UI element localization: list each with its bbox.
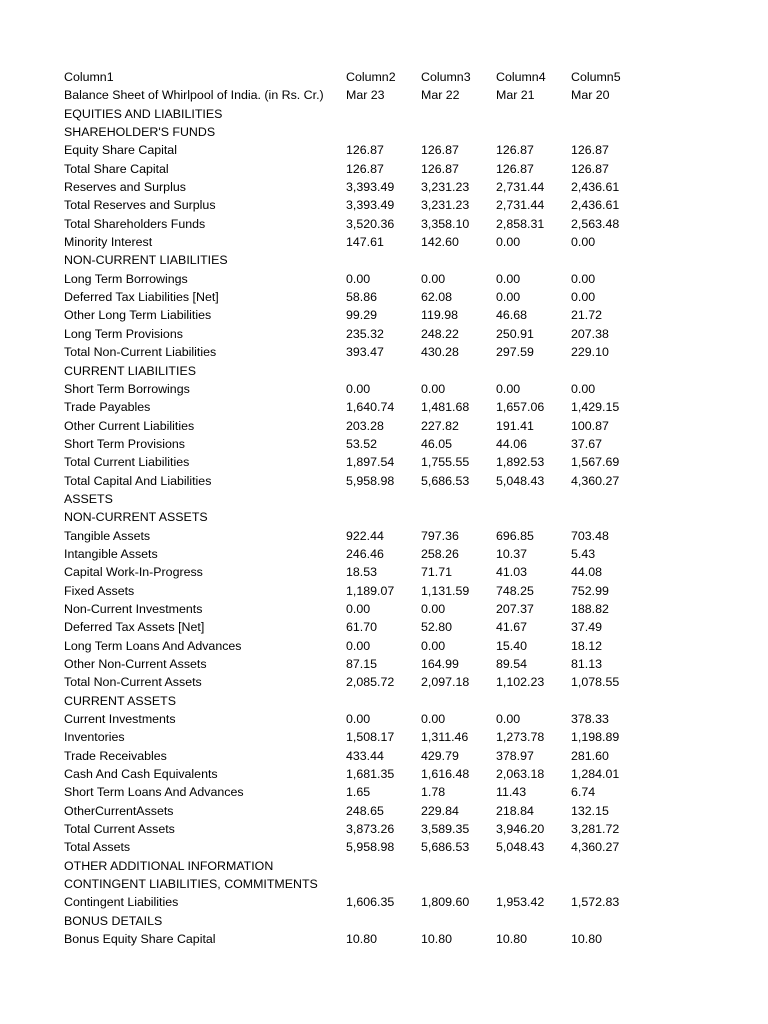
value-cell [496, 123, 571, 141]
value-cell [346, 251, 421, 269]
value-cell: 1,189.07 [346, 583, 395, 598]
value-cell [571, 362, 646, 380]
table-row [64, 637, 704, 655]
value-cell [421, 490, 496, 508]
row-label-cell: OTHER ADDITIONAL INFORMATION [64, 858, 274, 873]
value-cell: 250.91 [496, 326, 534, 341]
table-row [64, 545, 704, 563]
row-label-cell: OtherCurrentAssets [64, 803, 174, 818]
value-cell: 4,360.27 [571, 473, 620, 488]
value-cell: 0.00 [421, 712, 446, 727]
value-cell: 0.00 [346, 638, 371, 653]
row-label-cell: Equity Share Capital [64, 143, 177, 158]
table-row [64, 582, 704, 600]
value-cell [571, 508, 646, 526]
table-row [64, 178, 704, 196]
value-cell: 1,953.42 [496, 895, 545, 910]
row-label-cell: CONTINGENT LIABILITIES, COMMITMENTS [64, 877, 318, 892]
value-cell [346, 692, 421, 710]
value-cell: 126.87 [346, 143, 384, 158]
value-cell: 100.87 [571, 418, 609, 433]
value-cell: 1.78 [421, 785, 446, 800]
value-cell: 797.36 [421, 528, 459, 543]
row-label-cell: Current Investments [64, 712, 176, 727]
value-cell: Mar 21 [496, 88, 535, 103]
value-cell [496, 251, 571, 269]
value-cell [571, 123, 646, 141]
row-label-cell: Intangible Assets [64, 546, 158, 561]
row-label-cell: Inventories [64, 730, 125, 745]
value-cell [421, 251, 496, 269]
value-cell: 10.80 [496, 932, 528, 947]
value-cell: 99.29 [346, 308, 378, 323]
value-cell: 10.80 [421, 932, 453, 947]
value-cell [496, 912, 571, 930]
value-cell: 10.37 [496, 546, 528, 561]
value-cell: 81.13 [571, 657, 603, 671]
table-row [64, 618, 704, 636]
table-row [64, 325, 704, 343]
value-cell: 0.00 [496, 290, 521, 305]
value-cell: 46.05 [421, 436, 453, 451]
value-cell [421, 105, 496, 123]
value-cell [346, 508, 421, 526]
value-cell [346, 105, 421, 123]
value-cell: 0.00 [421, 638, 446, 653]
value-cell: 218.84 [496, 803, 534, 818]
value-cell [421, 912, 496, 930]
row-label-cell: Column1 [64, 70, 114, 84]
value-cell: 0.00 [346, 381, 371, 396]
value-cell: 378.97 [496, 748, 534, 763]
value-cell: 37.49 [571, 620, 603, 635]
value-cell: 142.60 [421, 235, 459, 250]
table-row [64, 306, 704, 324]
table-row [64, 655, 704, 673]
value-cell: 147.61 [346, 235, 384, 250]
table-row [64, 912, 704, 930]
table-row [64, 86, 704, 104]
value-cell: 2,731.44 [496, 198, 545, 213]
table-row [64, 930, 704, 948]
value-cell: 0.00 [421, 271, 446, 286]
value-cell: Mar 22 [421, 88, 460, 103]
value-cell: Mar 20 [571, 88, 610, 103]
value-cell: 0.00 [346, 712, 371, 727]
table-row [64, 68, 704, 86]
row-label-cell: Minority Interest [64, 235, 153, 250]
value-cell: 1,131.59 [421, 583, 470, 598]
row-label-cell: Total Shareholders Funds [64, 216, 206, 231]
value-cell: 89.54 [496, 657, 528, 671]
row-label-cell: Total Current Liabilities [64, 455, 190, 470]
value-cell: 0.00 [496, 381, 521, 396]
table-row [64, 123, 704, 141]
value-cell: Column3 [421, 70, 471, 84]
value-cell: 248.65 [346, 803, 384, 818]
value-cell: 0.00 [421, 601, 446, 616]
table-row [64, 251, 704, 269]
row-label-cell: NON-CURRENT ASSETS [64, 510, 208, 525]
value-cell [496, 875, 571, 893]
row-label-cell: ASSETS [64, 491, 113, 506]
value-cell: 1,102.23 [496, 675, 545, 690]
value-cell: 0.00 [421, 381, 446, 396]
row-label-cell: Long Term Loans And Advances [64, 638, 242, 653]
value-cell: 46.68 [496, 308, 528, 323]
value-cell: 87.15 [346, 657, 378, 671]
value-cell: 248.22 [421, 326, 459, 341]
value-cell: 5.43 [571, 546, 596, 561]
table-row [64, 105, 704, 123]
value-cell: 3,393.49 [346, 180, 395, 195]
value-cell: 246.46 [346, 546, 384, 561]
value-cell: 3,358.10 [421, 216, 470, 231]
value-cell: 41.03 [496, 565, 528, 580]
value-cell: 1,657.06 [496, 400, 545, 415]
value-cell: 433.44 [346, 748, 384, 763]
value-cell: 2,731.44 [496, 180, 545, 195]
table-row [64, 838, 704, 856]
value-cell: 188.82 [571, 601, 609, 616]
row-label-cell: CURRENT LIABILITIES [64, 363, 196, 378]
value-cell: 752.99 [571, 583, 609, 598]
value-cell: 58.86 [346, 290, 378, 305]
value-cell: 53.52 [346, 436, 378, 451]
value-cell: 3,589.35 [421, 822, 470, 837]
value-cell: 1,755.55 [421, 455, 470, 470]
value-cell: 5,048.43 [496, 473, 545, 488]
value-cell: 18.53 [346, 565, 378, 580]
value-cell: 126.87 [346, 161, 384, 176]
table-row [64, 728, 704, 746]
value-cell: 126.87 [496, 143, 534, 158]
value-cell: 2,097.18 [421, 675, 470, 690]
table-row [64, 435, 704, 453]
row-label-cell: Deferred Tax Liabilities [Net] [64, 290, 219, 305]
table-row [64, 343, 704, 361]
value-cell: 1,273.78 [496, 730, 545, 745]
value-cell: 0.00 [496, 235, 521, 250]
row-label-cell: Non-Current Investments [64, 601, 203, 616]
row-label-cell: Contingent Liabilities [64, 895, 179, 910]
value-cell [571, 692, 646, 710]
row-label-cell: Tangible Assets [64, 528, 151, 543]
table-row [64, 820, 704, 838]
row-label-cell: Cash And Cash Equivalents [64, 767, 218, 782]
row-label-cell: Short Term Borrowings [64, 381, 190, 396]
table-row [64, 141, 704, 159]
value-cell: 5,686.53 [421, 473, 470, 488]
table-row [64, 380, 704, 398]
table-row [64, 490, 704, 508]
value-cell [421, 123, 496, 141]
table-row [64, 710, 704, 728]
value-cell: 1,311.46 [421, 730, 469, 745]
table-row [64, 288, 704, 306]
value-cell [571, 105, 646, 123]
value-cell [571, 912, 646, 930]
row-label-cell: Total Non-Current Liabilities [64, 345, 217, 360]
row-label-cell: NON-CURRENT LIABILITIES [64, 253, 228, 268]
value-cell: 227.82 [421, 418, 459, 433]
table-row [64, 233, 704, 251]
balance-sheet-table [64, 68, 704, 949]
table-row [64, 875, 704, 893]
value-cell [421, 857, 496, 875]
value-cell: 1,198.89 [571, 730, 620, 745]
value-cell: 0.00 [496, 712, 521, 727]
row-label-cell: Total Capital And Liabilities [64, 473, 212, 488]
value-cell: 1,809.60 [421, 895, 470, 910]
value-cell: 703.48 [571, 528, 609, 543]
row-label-cell: SHAREHOLDER'S FUNDS [64, 125, 216, 140]
value-cell: 378.33 [571, 712, 609, 727]
value-cell: 207.37 [496, 601, 534, 616]
value-cell: 430.28 [421, 345, 459, 360]
table-row [64, 508, 704, 526]
value-cell: 126.87 [421, 161, 459, 176]
value-cell: 1,640.74 [346, 400, 395, 415]
value-cell: 5,686.53 [421, 840, 470, 855]
value-cell: 62.08 [421, 290, 453, 305]
value-cell: 748.25 [496, 583, 534, 598]
value-cell: 0.00 [571, 271, 596, 286]
value-cell [421, 875, 496, 893]
table-row [64, 270, 704, 288]
value-cell: 0.00 [571, 235, 596, 250]
value-cell: 1,897.54 [346, 455, 395, 470]
row-label-cell: Trade Receivables [64, 748, 167, 763]
value-cell: 132.15 [571, 803, 609, 818]
value-cell: 3,393.49 [346, 198, 395, 213]
value-cell: 191.41 [496, 418, 534, 433]
table-row [64, 527, 704, 545]
row-label-cell: Capital Work-In-Progress [64, 565, 203, 580]
value-cell [496, 508, 571, 526]
value-cell: 5,958.98 [346, 840, 395, 855]
row-label-cell: Fixed Assets [64, 583, 135, 598]
value-cell [571, 875, 646, 893]
value-cell [496, 490, 571, 508]
value-cell: Column4 [496, 70, 546, 84]
table-row [64, 893, 704, 911]
value-cell [346, 875, 421, 893]
value-cell: 71.71 [421, 565, 453, 580]
row-label-cell: Total Assets [64, 840, 131, 855]
value-cell [496, 857, 571, 875]
value-cell [346, 123, 421, 141]
value-cell: 207.38 [571, 326, 609, 341]
value-cell: 2,563.48 [571, 216, 620, 231]
value-cell: 3,946.20 [496, 822, 545, 837]
value-cell: 44.08 [571, 565, 603, 580]
table-row [64, 692, 704, 710]
value-cell: 6.74 [571, 785, 596, 800]
value-cell: 235.32 [346, 326, 384, 341]
value-cell: 11.43 [496, 785, 527, 800]
value-cell: 3,281.72 [571, 822, 620, 837]
value-cell: 0.00 [571, 290, 596, 305]
value-cell: 21.72 [571, 308, 603, 323]
value-cell: 2,436.61 [571, 180, 620, 195]
value-cell: 1,508.17 [346, 730, 395, 745]
row-label-cell: Short Term Loans And Advances [64, 785, 244, 800]
table-row [64, 160, 704, 178]
value-cell [346, 490, 421, 508]
row-label-cell: Total Share Capital [64, 161, 169, 176]
value-cell: 1,284.01 [571, 767, 620, 782]
row-label-cell: Deferred Tax Assets [Net] [64, 620, 205, 635]
row-label-cell: Long Term Borrowings [64, 271, 188, 286]
table-row [64, 215, 704, 233]
table-row [64, 747, 704, 765]
value-cell: 3,231.23 [421, 180, 470, 195]
row-label-cell: Other Current Liabilities [64, 418, 195, 433]
value-cell: 2,085.72 [346, 675, 395, 690]
value-cell: 1.65 [346, 785, 371, 800]
value-cell [571, 490, 646, 508]
value-cell [346, 912, 421, 930]
value-cell: 2,436.61 [571, 198, 620, 213]
value-cell: 126.87 [571, 161, 609, 176]
value-cell: Column5 [571, 70, 621, 84]
value-cell: 297.59 [496, 345, 534, 360]
value-cell: 1,481.68 [421, 400, 470, 415]
value-cell: 52.80 [421, 620, 453, 635]
value-cell: 1,616.48 [421, 767, 470, 782]
value-cell [496, 105, 571, 123]
value-cell: 203.28 [346, 418, 384, 433]
value-cell [421, 508, 496, 526]
row-label-cell: Trade Payables [64, 400, 151, 415]
value-cell: 258.26 [421, 546, 459, 561]
table-row [64, 196, 704, 214]
value-cell: 393.47 [346, 345, 384, 360]
value-cell [496, 362, 571, 380]
value-cell [496, 692, 571, 710]
value-cell: 1,572.83 [571, 895, 620, 910]
table-row [64, 783, 704, 801]
value-cell: 0.00 [346, 601, 371, 616]
value-cell: 1,078.55 [571, 675, 620, 690]
row-label-cell: Other Long Term Liabilities [64, 308, 212, 323]
value-cell: 10.80 [346, 932, 378, 947]
value-cell: 61.70 [346, 620, 378, 635]
value-cell: 1,892.53 [496, 455, 545, 470]
value-cell: 922.44 [346, 528, 384, 543]
value-cell: 3,873.26 [346, 822, 395, 837]
table-row [64, 362, 704, 380]
value-cell [571, 251, 646, 269]
value-cell: 3,231.23 [421, 198, 470, 213]
row-label-cell: Long Term Provisions [64, 326, 183, 341]
value-cell: Mar 23 [346, 88, 385, 103]
table-row [64, 802, 704, 820]
value-cell: 2,858.31 [496, 216, 545, 231]
value-cell: 0.00 [496, 271, 521, 286]
row-label-cell: Other Non-Current Assets [64, 657, 207, 671]
row-label-cell: Bonus Equity Share Capital [64, 932, 216, 947]
value-cell: 119.98 [421, 308, 458, 323]
table-row [64, 600, 704, 618]
value-cell: 15.40 [496, 638, 528, 653]
value-cell: 37.67 [571, 436, 603, 451]
row-label-cell: Total Reserves and Surplus [64, 198, 216, 213]
value-cell [346, 362, 421, 380]
value-cell: 1,681.35 [346, 767, 395, 782]
row-label-cell: Reserves and Surplus [64, 180, 186, 195]
value-cell [421, 362, 496, 380]
row-label-cell: BONUS DETAILS [64, 913, 163, 928]
value-cell: 1,429.15 [571, 400, 620, 415]
value-cell: 0.00 [346, 271, 371, 286]
value-cell: 126.87 [571, 143, 609, 158]
value-cell [346, 857, 421, 875]
value-cell: 5,958.98 [346, 473, 395, 488]
value-cell: 126.87 [421, 143, 459, 158]
value-cell: 10.80 [571, 932, 603, 947]
value-cell: 1,606.35 [346, 895, 395, 910]
value-cell: 126.87 [496, 161, 534, 176]
value-cell: 0.00 [571, 381, 596, 396]
value-cell: 4,360.27 [571, 840, 620, 855]
table-row [64, 453, 704, 471]
value-cell [571, 857, 646, 875]
table-row [64, 765, 704, 783]
row-label-cell: Short Term Provisions [64, 436, 185, 451]
value-cell: 44.06 [496, 436, 528, 451]
table-row [64, 472, 704, 490]
table-row [64, 857, 704, 875]
value-cell: 3,520.36 [346, 216, 395, 231]
value-cell: 41.67 [496, 620, 528, 635]
row-label-cell: CURRENT ASSETS [64, 693, 176, 708]
value-cell: 18.12 [571, 638, 603, 653]
value-cell: Column2 [346, 70, 396, 84]
value-cell: 164.99 [421, 657, 459, 671]
value-cell: 429.79 [421, 748, 459, 763]
row-label-cell: Balance Sheet of Whirlpool of India. (in Rs. Cr.) [64, 88, 324, 103]
table-row [64, 673, 704, 691]
table-row [64, 398, 704, 416]
row-label-cell: Total Non-Current Assets [64, 675, 202, 690]
value-cell: 229.10 [571, 345, 609, 360]
value-cell: 229.84 [421, 803, 459, 818]
row-label-cell: Total Current Assets [64, 822, 175, 837]
value-cell: 5,048.43 [496, 840, 545, 855]
table-row [64, 417, 704, 435]
value-cell: 1,567.69 [571, 455, 620, 470]
value-cell: 2,063.18 [496, 767, 545, 782]
value-cell [421, 692, 496, 710]
table-row [64, 563, 704, 581]
value-cell: 696.85 [496, 528, 534, 543]
value-cell: 281.60 [571, 748, 609, 763]
row-label-cell: EQUITIES AND LIABILITIES [64, 106, 223, 121]
